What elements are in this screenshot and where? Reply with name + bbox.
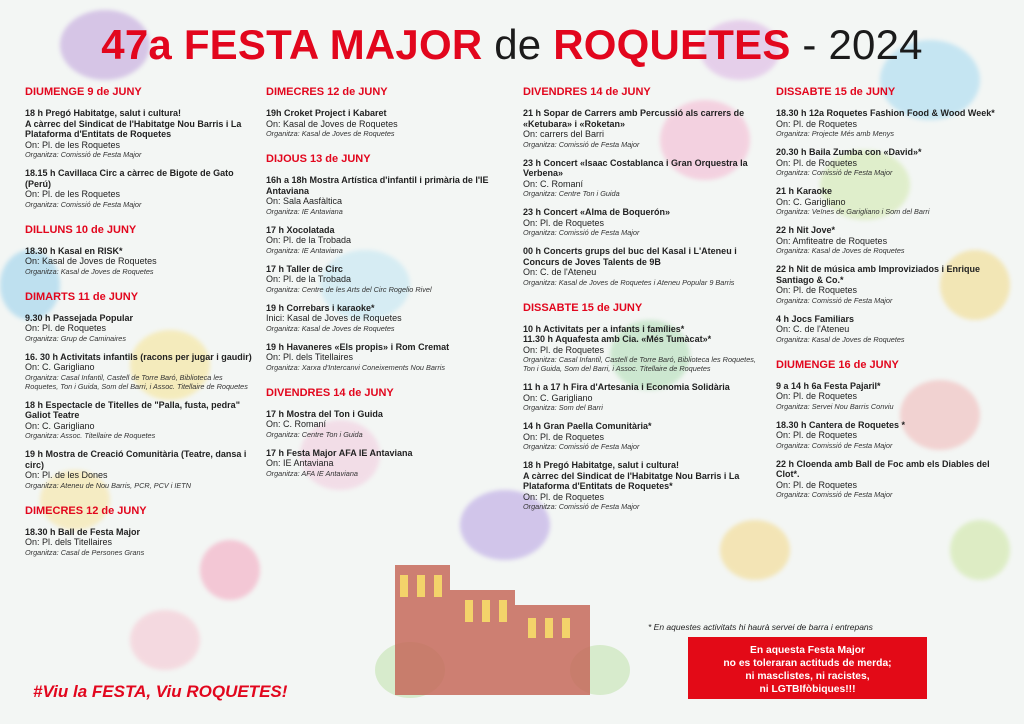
event-item [25,313,253,343]
event-item [25,400,253,441]
event-item [25,108,253,159]
day-heading: DIVENDRES 14 de JUNY [523,86,651,98]
event-item [266,108,502,138]
event-location: On: Pl. de Roquetes [523,491,605,502]
event-organizer: Organitza: Comissió de Festa Major [776,490,893,499]
day-heading: DIUMENGE 9 de JUNY [25,86,142,98]
event-location: On: Amfiteatre de Roquetes [776,235,888,246]
event-organizer: Organitza: Comissió de Festa Major [25,150,142,159]
event-title: 22 h Nit Jove* [776,225,836,235]
edition-number: 47a [101,21,172,68]
event-organizer: Organitza: Comissió de Festa Major [776,440,893,450]
column-4 [776,86,1004,514]
event-item [25,246,253,276]
day-heading: DIMARTS 11 de JUNY [25,290,139,303]
event-organizer: Organitza: Kasal de Joves de Roquetes [776,334,905,344]
title-de: de [494,21,542,68]
event-title: 18.30 h Ball de Festa Major [25,526,141,537]
event-location: On: C. Garigliano [523,392,593,403]
event-organizer: Organitza: Casal Infantil, Castell de Torre Baró, Biblioteca les Roquetes, Ton i Guida, Som del Barri, i Assoc. Titellaire de Roquetes [25,372,248,391]
event-organizer: Organitza: Kasal de Joves de Roquetes [266,129,395,138]
event-title: 17 h Taller de Circ [266,263,343,274]
event-extra: A càrrec del Sindicat de l'Habitatge Nou Barris i La Plataforma d'Entitats de Roquetes [25,118,242,139]
event-item [776,264,1004,305]
event-item [776,420,1004,450]
event-location: On: Pl. de Roquetes [523,217,605,228]
event-item [266,264,502,294]
event-item [25,527,253,557]
title-place: ROQUETES [553,21,791,68]
event-title: 4 h Jocs Familiars [776,313,855,324]
event-location: On: Pl. de Roquetes [776,479,858,490]
event-location: Inici: Kasal de Joves de Roquetes [266,313,402,323]
event-location: On: IE Antaviana [266,458,334,468]
event-location: On: Pl. de Roquetes [776,430,858,440]
event-title: 16. 30 h Activitats infantils (racons per jugar i gaudir) [25,351,252,362]
warning-line: no es toleraran actituds de merda; [723,658,892,669]
event-item [523,246,759,287]
event-location: On: Pl. de Roquetes [776,285,858,295]
event-title: 9.30 h Passejada Popular [25,312,134,323]
day-heading: DILLUNS 10 de JUNY [25,223,137,236]
event-item [776,147,1004,177]
event-item [266,225,502,255]
event-title: 18 h Pregó Habitatge, salut i cultura! [523,460,680,470]
column-2 [266,86,502,493]
event-item [266,303,502,333]
event-title: 14 h Gran Paella Comunitària* [523,421,652,431]
event-location: On: Kasal de Joves de Roquetes [266,118,398,129]
event-organizer: Organitza: Kasal de Joves de Roquetes i Ateneu Popular 9 Barris [523,277,735,287]
slogan: #Viu la FESTA, Viu ROQUETES! [33,682,288,701]
event-extra: 11.30 h Aquafesta amb Cia. «Més Tumàcat»* [523,334,712,344]
event-title: 19 h Mostra de Creació Comunitària (Teatre, dansa i circ) [25,449,247,470]
poster-title [0,18,1024,72]
event-organizer: Organitza: Comissió de Festa Major [523,442,640,451]
event-organizer: Organitza: Comissió de Festa Major [523,502,640,511]
event-title: 18.30 h Cantera de Roquetes * [776,419,906,430]
event-item [25,168,253,209]
event-location: On: C. de l'Ateneu [776,324,850,334]
event-location: On: C. Romaní [266,419,327,429]
event-item [523,207,759,237]
event-item [523,421,759,451]
event-location: On: Pl. de Roquetes [776,118,858,129]
event-item [776,314,1004,344]
event-organizer: Organitza: Comissió de Festa Major [776,295,893,305]
event-item [266,342,502,372]
title-year: - 2024 [802,21,923,68]
event-item [266,448,502,478]
event-location: On: C. de l'Ateneu [523,267,597,277]
warning-line: En aquesta Festa Major [749,645,865,656]
event-organizer: Organitza: Centre de les Arts del Circ Rogelio Rivel [266,284,432,294]
event-organizer: Organitza: Veïnes de Garigliano i Som del Barri [776,207,930,216]
event-title: 18 h Espectacle de Titelles de "Palla, fusta, pedra" Galiot Teatre [25,399,240,420]
event-location: On: Pl. de Roquetes [776,157,858,168]
event-location: On: C. Garigliano [25,362,95,372]
event-item [776,459,1004,500]
event-organizer: Organitza: Comissió de Festa Major [776,168,893,177]
event-location: On: Pl. de les Roquetes [25,139,121,150]
warning-box [688,637,927,699]
event-title: 19 h Havaneres «Els propis» i Rom Cremat [266,341,450,352]
event-title: 23 h Concert «Isaac Costablanca i Gran Orquestra la Verbena» [523,157,748,178]
event-item [776,225,1004,255]
event-location: On: Pl. dels Titellaires [266,352,354,362]
event-title: 16h a 18h Mostra Artística d'infantil i primària de l'IE Antaviana [266,175,489,196]
event-organizer: Organitza: Servei Nou Barris Conviu [776,401,894,411]
event-item [776,186,1004,216]
event-location: On: Pl. de la Trobada [266,235,352,245]
day-heading: DIUMENGE 16 de JUNY [776,358,899,371]
event-organizer: Organitza: Casal de Persones Grans [25,547,145,557]
event-title: 17 h Mostra del Ton i Guida [266,408,383,419]
event-title: 9 a 14 h 6a Festa Pajaril* [776,380,881,391]
event-location: On: carrers del Barri [523,129,605,139]
day-heading: DISSABTE 15 de JUNY [523,301,643,314]
event-item [776,381,1004,411]
title-festa: FESTA MAJOR [183,21,483,68]
event-title: 21 h Sopar de Carrers amb Percussió als carrers de «Ketubara» i «Roketan» [523,108,745,129]
event-location: On: Pl. de Roquetes [25,323,107,333]
event-title: 11 h a 17 h Fira d'Artesania i Economia Solidària [523,382,730,392]
event-item [266,409,502,439]
warning-line: ni LGTBIfòbiques!!! [759,684,856,695]
castle-illustration [370,540,630,705]
event-location: On: Pl. de Roquetes [523,344,605,355]
event-location: On: C. Garigliano [776,196,846,207]
event-organizer: Organitza: Casal Infantil, Castell de Torre Baró, Biblioteca les Roquetes, Ton i Guida, Som del Barri, i Assoc. Titellaire de Roquetes [523,355,756,373]
day-heading: DISSABTE 15 de JUNY [776,86,896,98]
event-title: 17 h Xocolatada [266,224,335,235]
event-item [523,108,759,149]
event-title: 22 h Cloenda amb Ball de Foc amb els Diables del Clot*. [776,458,990,479]
event-location: On: Kasal de Joves de Roquetes [25,256,157,266]
event-location: On: Pl. de Roquetes [523,431,605,442]
event-location: On: Pl. de les Roquetes [25,189,121,199]
event-organizer: Organitza: AFA IE Antaviana [266,468,358,478]
event-location: On: Pl. de la Trobada [266,274,352,284]
event-title: 22 h Nit de música amb Improviziados i Enrique Santiago & Co.* [776,264,981,285]
event-organizer: Organitza: Som del Barri [523,403,603,412]
event-title: 18.15 h Cavillaca Circ a càrrec de Bigote de Gato (Perú) [25,168,234,189]
event-organizer: Organitza: Xarxa d'Intercanvi Coneixements Nou Barris [266,362,446,372]
event-organizer: Organitza: Comissió de Festa Major [523,139,640,149]
day-heading: DIVENDRES 14 de JUNY [266,386,394,399]
event-item [776,108,1004,138]
event-item [25,449,253,490]
event-title: 23 h Concert «Alma de Boquerón» [523,207,671,217]
event-title: 10 h Activitats per a infants i famílies* [523,323,685,334]
event-item [523,324,759,374]
warning-line: ni masclistes, ni racistes, [745,671,870,682]
event-item [523,460,759,511]
event-title: 18 h Pregó Habitatge, salut i cultura! [25,108,182,118]
event-location: On: C. Romaní [523,178,584,189]
event-title: 18.30 h 12a Roquetes Fashion Food & Wood Week* [776,108,995,118]
event-organizer: Organitza: Kasal de Joves de Roquetes [25,266,154,276]
event-organizer: Organitza: Comissió de Festa Major [25,199,142,209]
column-3 [523,86,759,526]
column-1 [25,86,253,572]
event-item [266,175,502,216]
event-organizer: Organitza: Assoc. Titellaire de Roquetes [25,431,156,440]
day-heading: DIMECRES 12 de JUNY [25,504,147,517]
event-title: 00 h Concerts grups del buc del Kasal i L'Ateneu i Concurs de Joves Talents de 9B [523,246,737,267]
event-organizer: Organitza: IE Antaviana [266,245,343,255]
event-title: 20.30 h Baila Zumba con «David»* [776,147,922,157]
event-location: On: Pl. de Roquetes [776,391,858,401]
event-title: 19h Croket Project i Kabaret [266,108,387,118]
event-title: 18.30 h Kasal en RISK* [25,245,123,256]
event-organizer: Organitza: Ateneu de Nou Barris, PCR, PCV i IETN [25,480,192,490]
event-item [523,382,759,412]
event-item [523,158,759,199]
event-organizer: Organitza: Grup de Caminaires [25,333,126,343]
event-location: On: C. Garigliano [25,420,95,431]
event-item [25,352,253,391]
day-heading: DIMECRES 12 de JUNY [266,86,388,98]
event-organizer: Organitza: Comissió de Festa Major [523,228,640,237]
event-organizer: Organitza: Centre Ton i Guida [266,429,363,439]
event-extra: A càrrec del Sindicat de l'Habitatge Nou Barris i La Plataforma d'Entitats de Roquetes* [523,470,740,491]
event-title: 21 h Karaoke [776,186,833,196]
event-organizer: Organitza: Projecte Més amb Menys [776,129,895,138]
event-organizer: Organitza: Kasal de Joves de Roquetes [266,323,395,333]
event-location: On: Sala Aasfàltica [266,196,343,206]
event-location: On: Pl. dels Titellaires [25,537,113,547]
day-heading: DIJOUS 13 de JUNY [266,153,371,165]
event-organizer: Organitza: IE Antaviana [266,206,343,216]
footnote: * En aquestes activitats hi haurà servei de barra i entrepans [648,622,873,632]
event-title: 17 h Festa Major AFA IE Antaviana [266,447,413,458]
event-organizer: Organitza: Centre Ton i Guida [523,189,620,198]
event-title: 19 h Correbars i karaoke* [266,302,375,313]
event-organizer: Organitza: Kasal de Joves de Roquetes [776,246,905,255]
event-location: On: Pl. de les Dones [25,470,108,480]
